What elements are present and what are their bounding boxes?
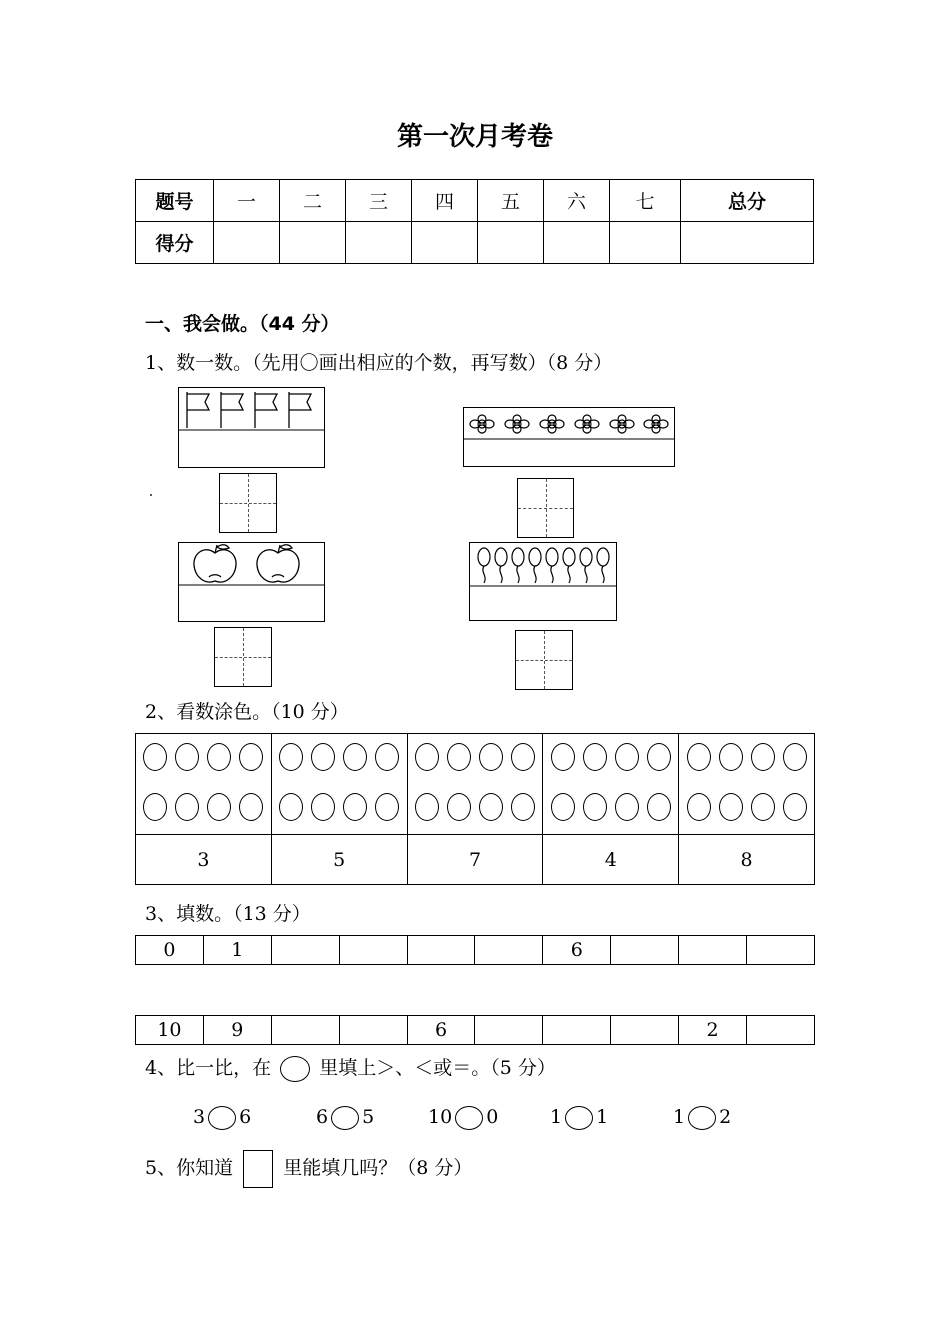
circle-shape[interactable] bbox=[479, 743, 503, 771]
compare-left: 1 bbox=[673, 1106, 686, 1128]
circle-shape[interactable] bbox=[751, 743, 775, 771]
circle-shape[interactable] bbox=[175, 793, 199, 821]
compare-oval[interactable] bbox=[331, 1106, 359, 1130]
circle-shape[interactable] bbox=[375, 793, 399, 821]
score-table-score-row bbox=[136, 222, 814, 264]
circle-shape[interactable] bbox=[239, 743, 263, 771]
circle-shape[interactable] bbox=[311, 743, 335, 771]
compare-item bbox=[428, 1103, 498, 1131]
score-cell[interactable] bbox=[346, 222, 412, 264]
compare-oval[interactable] bbox=[208, 1106, 236, 1130]
number-cell[interactable] bbox=[339, 1016, 407, 1045]
question-5 bbox=[145, 1148, 472, 1188]
circle-shape[interactable] bbox=[375, 743, 399, 771]
circle-shape[interactable] bbox=[687, 793, 711, 821]
section-1-heading: 一、我会做。（44 分） bbox=[145, 313, 340, 335]
circle-shape[interactable] bbox=[647, 743, 671, 771]
color-count: 8 bbox=[679, 835, 815, 885]
circle-shape[interactable] bbox=[511, 743, 535, 771]
apples-icon bbox=[179, 543, 324, 621]
answer-grid-apples[interactable] bbox=[214, 627, 272, 687]
apples-picture-box bbox=[178, 542, 325, 622]
score-cell-total[interactable] bbox=[681, 222, 814, 264]
col-4: 四 bbox=[412, 180, 478, 222]
number-cell[interactable] bbox=[543, 1016, 611, 1045]
circle-group bbox=[136, 734, 272, 835]
color-count: 3 bbox=[136, 835, 272, 885]
compare-item bbox=[550, 1103, 608, 1131]
circle-shape[interactable] bbox=[687, 743, 711, 771]
question-5-prefix: 5、你知道 bbox=[145, 1157, 234, 1179]
color-count: 4 bbox=[543, 835, 679, 885]
col-5: 五 bbox=[478, 180, 544, 222]
compare-right: 0 bbox=[486, 1106, 499, 1128]
color-count: 5 bbox=[271, 835, 407, 885]
number-row-descending bbox=[135, 1015, 815, 1045]
balloons-picture-box bbox=[469, 542, 617, 621]
question-1: 1、数一数。（先用〇画出相应的个数，再写数）（8 分） bbox=[145, 352, 613, 374]
compare-right: 6 bbox=[239, 1106, 252, 1128]
number-cell[interactable] bbox=[271, 1016, 339, 1045]
score-cell[interactable] bbox=[544, 222, 610, 264]
col-6: 六 bbox=[544, 180, 610, 222]
circle-shape[interactable] bbox=[447, 793, 471, 821]
compare-oval[interactable] bbox=[565, 1106, 593, 1130]
number-cell[interactable] bbox=[679, 936, 747, 965]
score-cell[interactable] bbox=[478, 222, 544, 264]
circle-shape[interactable] bbox=[615, 793, 639, 821]
question-4-suffix: 里填上＞、＜或＝。（5 分） bbox=[319, 1057, 556, 1079]
number-cell[interactable] bbox=[747, 1016, 815, 1045]
col-3: 三 bbox=[346, 180, 412, 222]
number-cell[interactable]: 9 bbox=[203, 1016, 271, 1045]
circle-shape[interactable] bbox=[143, 743, 167, 771]
question-5-suffix: 里能填几吗？（8 分） bbox=[283, 1157, 473, 1179]
compare-left: 10 bbox=[428, 1106, 453, 1128]
number-cell[interactable]: 1 bbox=[203, 936, 271, 965]
number-cell[interactable]: 0 bbox=[136, 936, 204, 965]
number-row-ascending bbox=[135, 935, 815, 965]
circle-group bbox=[407, 734, 543, 835]
circle-shape[interactable] bbox=[647, 793, 671, 821]
number-cell[interactable]: 6 bbox=[407, 1016, 475, 1045]
compare-oval[interactable] bbox=[688, 1106, 716, 1130]
score-table-header-row bbox=[136, 180, 814, 222]
color-count: 7 bbox=[407, 835, 543, 885]
circle-shape[interactable] bbox=[551, 743, 575, 771]
flags-icon bbox=[179, 388, 324, 467]
circle-shape[interactable] bbox=[239, 793, 263, 821]
score-label: 得分 bbox=[136, 222, 214, 264]
page-title: 第一次月考卷 bbox=[396, 122, 553, 152]
header-label: 题号 bbox=[136, 180, 214, 222]
question-4-prefix: 4、比一比，在 bbox=[145, 1057, 272, 1079]
compare-left: 6 bbox=[316, 1106, 329, 1128]
circle-shape[interactable] bbox=[343, 743, 367, 771]
circle-shape[interactable] bbox=[783, 793, 807, 821]
number-cell[interactable] bbox=[271, 936, 339, 965]
circle-shape[interactable] bbox=[279, 793, 303, 821]
circle-shape[interactable] bbox=[583, 743, 607, 771]
circle-shape[interactable] bbox=[551, 793, 575, 821]
question-2: 2、看数涂色。（10 分） bbox=[145, 701, 349, 723]
number-cell[interactable] bbox=[747, 936, 815, 965]
number-cell[interactable] bbox=[339, 936, 407, 965]
circle-shape[interactable] bbox=[279, 743, 303, 771]
number-cell[interactable] bbox=[475, 936, 543, 965]
score-table bbox=[135, 179, 814, 264]
answer-grid-flags[interactable] bbox=[219, 473, 277, 533]
score-cell[interactable] bbox=[280, 222, 346, 264]
answer-grid-flowers[interactable] bbox=[517, 478, 574, 538]
number-cell[interactable] bbox=[611, 936, 679, 965]
number-cell[interactable] bbox=[475, 1016, 543, 1045]
circle-shape[interactable] bbox=[615, 743, 639, 771]
circle-shape[interactable] bbox=[207, 793, 231, 821]
circle-shape[interactable] bbox=[415, 793, 439, 821]
circle-shape[interactable] bbox=[511, 793, 535, 821]
circle-shape[interactable] bbox=[143, 793, 167, 821]
compare-item bbox=[316, 1103, 374, 1131]
square-icon bbox=[243, 1150, 273, 1188]
circle-shape[interactable] bbox=[583, 793, 607, 821]
balloons-icon bbox=[470, 543, 616, 620]
number-cell[interactable]: 10 bbox=[136, 1016, 204, 1045]
score-cell[interactable] bbox=[412, 222, 478, 264]
flowers-picture-box bbox=[463, 407, 675, 467]
score-cell[interactable] bbox=[610, 222, 681, 264]
col-2: 二 bbox=[280, 180, 346, 222]
circle-shape[interactable] bbox=[479, 793, 503, 821]
number-cell[interactable]: 2 bbox=[679, 1016, 747, 1045]
compare-right: 5 bbox=[362, 1106, 375, 1128]
flags-picture-box bbox=[178, 387, 325, 468]
circle-group bbox=[271, 734, 407, 835]
circle-shape[interactable] bbox=[447, 743, 471, 771]
coloring-table bbox=[135, 733, 815, 885]
circle-shape[interactable] bbox=[783, 743, 807, 771]
number-cell[interactable] bbox=[611, 1016, 679, 1045]
col-1: 一 bbox=[214, 180, 280, 222]
compare-right: 2 bbox=[719, 1106, 732, 1128]
compare-oval[interactable] bbox=[455, 1106, 483, 1130]
score-cell[interactable] bbox=[214, 222, 280, 264]
compare-item bbox=[673, 1103, 731, 1131]
circle-shape[interactable] bbox=[207, 743, 231, 771]
question-4 bbox=[145, 1053, 556, 1083]
circle-shape[interactable] bbox=[311, 793, 335, 821]
flowers-icon bbox=[464, 408, 674, 466]
number-cell[interactable]: 6 bbox=[543, 936, 611, 965]
compare-item bbox=[193, 1103, 251, 1131]
number-cell[interactable] bbox=[407, 936, 475, 965]
question-3: 3、填数。（13 分） bbox=[145, 903, 311, 925]
compare-left: 1 bbox=[550, 1106, 563, 1128]
compare-left: 3 bbox=[193, 1106, 206, 1128]
circle-shape[interactable] bbox=[175, 743, 199, 771]
circle-group bbox=[679, 734, 815, 835]
answer-grid-balloons[interactable] bbox=[515, 630, 573, 690]
compare-right: 1 bbox=[596, 1106, 609, 1128]
oval-icon bbox=[280, 1056, 310, 1082]
circle-shape[interactable] bbox=[751, 793, 775, 821]
circle-shape[interactable] bbox=[719, 743, 743, 771]
circle-shape[interactable] bbox=[719, 793, 743, 821]
circle-shape[interactable] bbox=[415, 743, 439, 771]
stray-dot bbox=[150, 494, 152, 496]
circle-shape[interactable] bbox=[343, 793, 367, 821]
circle-group bbox=[543, 734, 679, 835]
total-label: 总分 bbox=[681, 180, 814, 222]
col-7: 七 bbox=[610, 180, 681, 222]
